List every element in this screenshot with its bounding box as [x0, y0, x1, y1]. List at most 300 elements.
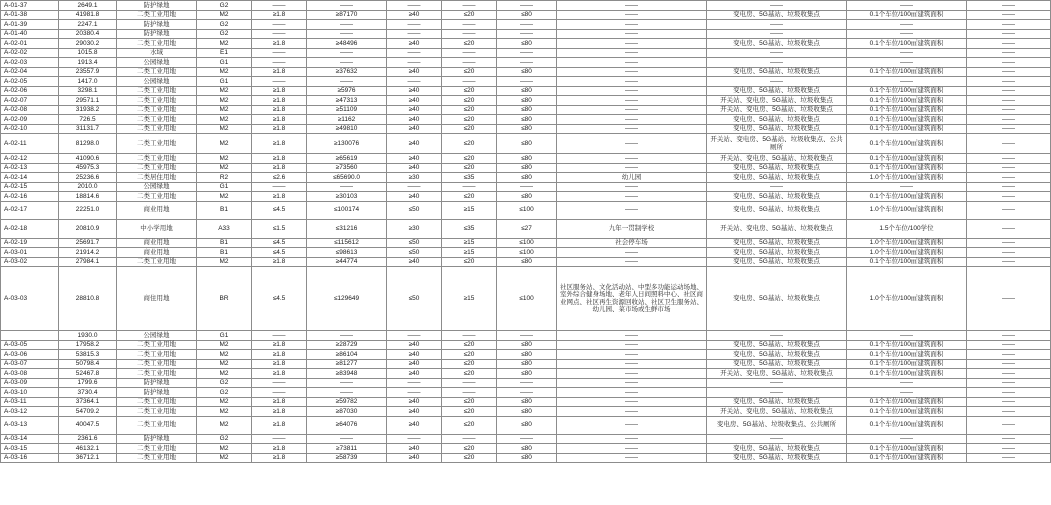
cell-far[interactable]: ——	[252, 77, 307, 87]
cell-building-area[interactable]: ——	[307, 434, 387, 444]
cell-height-limit[interactable]: ——	[497, 388, 557, 398]
cell-use-code[interactable]: BR	[197, 267, 252, 331]
cell-plot-id[interactable]: A-03-09	[1, 378, 59, 388]
cell-other[interactable]: ——	[967, 20, 1051, 30]
cell-building-area[interactable]: ≥47313	[307, 96, 387, 106]
cell-other[interactable]: ——	[967, 359, 1051, 369]
cell-area[interactable]: 31938.2	[59, 105, 117, 115]
cell-land-use[interactable]: 二类工业用地	[117, 96, 197, 106]
table-row[interactable]	[1, 444, 1051, 454]
cell-height-limit[interactable]: ≤80	[497, 163, 557, 173]
cell-height-limit[interactable]: ——	[497, 331, 557, 341]
cell-density[interactable]: ——	[442, 77, 497, 87]
cell-use-code[interactable]: M2	[197, 163, 252, 173]
cell-plot-id[interactable]: A-03-16	[1, 453, 59, 463]
table-row[interactable]	[1, 331, 1051, 341]
cell-height-limit[interactable]: ≤80	[497, 340, 557, 350]
cell-area[interactable]: 20380.4	[59, 29, 117, 39]
cell-parking[interactable]: 0.1个车位/100㎡建筑面积	[847, 350, 967, 360]
cell-green-ratio[interactable]: ≥40	[387, 10, 442, 20]
cell-density[interactable]: ——	[442, 48, 497, 58]
cell-far[interactable]: ≥1.8	[252, 397, 307, 407]
cell-parking[interactable]: 0.1个车位/100㎡建筑面积	[847, 96, 967, 106]
cell-building-area[interactable]: ≥87030	[307, 407, 387, 417]
cell-use-code[interactable]: M2	[197, 416, 252, 434]
cell-height-limit[interactable]: ——	[497, 77, 557, 87]
cell-green-ratio[interactable]: ≥40	[387, 134, 442, 154]
cell-use-code[interactable]: G1	[197, 58, 252, 68]
cell-infrastructure[interactable]: ——	[707, 1, 847, 11]
cell-area[interactable]: 726.5	[59, 115, 117, 125]
cell-parking[interactable]: 0.1个车位/100㎡建筑面积	[847, 105, 967, 115]
cell-plot-id[interactable]: A-02-11	[1, 134, 59, 154]
cell-infrastructure[interactable]: ——	[707, 378, 847, 388]
cell-far[interactable]: ≤2.6	[252, 173, 307, 183]
cell-height-limit[interactable]: ——	[497, 29, 557, 39]
cell-density[interactable]: ——	[442, 434, 497, 444]
cell-building-area[interactable]: ≥30103	[307, 192, 387, 202]
cell-density[interactable]: ≥15	[442, 248, 497, 258]
cell-infrastructure[interactable]: 变电房、5G基站、垃圾收集点	[707, 267, 847, 331]
cell-parking[interactable]: ——	[847, 388, 967, 398]
cell-plot-id[interactable]: A-02-01	[1, 39, 59, 49]
cell-density[interactable]: ≤20	[442, 192, 497, 202]
cell-far[interactable]: ——	[252, 1, 307, 11]
cell-parking[interactable]: 0.1个车位/100㎡建筑面积	[847, 397, 967, 407]
cell-height-limit[interactable]: ≤80	[497, 407, 557, 417]
cell-building-area[interactable]: ≥59782	[307, 397, 387, 407]
cell-infrastructure[interactable]: ——	[707, 48, 847, 58]
table-row[interactable]	[1, 154, 1051, 164]
cell-green-ratio[interactable]: ——	[387, 29, 442, 39]
cell-building-area[interactable]: ≥51109	[307, 105, 387, 115]
cell-density[interactable]: ≤20	[442, 105, 497, 115]
cell-plot-id[interactable]: A-02-18	[1, 219, 59, 238]
table-row[interactable]	[1, 115, 1051, 125]
cell-density[interactable]: ——	[442, 388, 497, 398]
cell-use-code[interactable]: M2	[197, 67, 252, 77]
cell-parking[interactable]: 1.0个车位/100㎡建筑面积	[847, 173, 967, 183]
cell-density[interactable]: ——	[442, 378, 497, 388]
cell-height-limit[interactable]: ——	[497, 182, 557, 192]
cell-public-facility[interactable]: ——	[557, 39, 707, 49]
cell-far[interactable]: ≤4.5	[252, 248, 307, 258]
cell-public-facility[interactable]: ——	[557, 115, 707, 125]
cell-plot-id[interactable]: A-02-17	[1, 201, 59, 219]
cell-plot-id[interactable]: A-02-06	[1, 86, 59, 96]
cell-public-facility[interactable]: 九年一贯制学校	[557, 219, 707, 238]
cell-infrastructure[interactable]: 变电房、5G基站、垃圾收集点	[707, 238, 847, 248]
cell-use-code[interactable]: G2	[197, 378, 252, 388]
cell-green-ratio[interactable]: ≥40	[387, 154, 442, 164]
cell-area[interactable]: 81298.0	[59, 134, 117, 154]
cell-plot-id[interactable]: A-03-13	[1, 416, 59, 434]
cell-other[interactable]: ——	[967, 350, 1051, 360]
cell-area[interactable]: 3730.4	[59, 388, 117, 398]
table-row[interactable]	[1, 10, 1051, 20]
cell-parking[interactable]: ——	[847, 434, 967, 444]
cell-building-area[interactable]: ≥73560	[307, 163, 387, 173]
cell-other[interactable]: ——	[967, 1, 1051, 11]
cell-height-limit[interactable]: ——	[497, 434, 557, 444]
cell-use-code[interactable]: M2	[197, 115, 252, 125]
cell-public-facility[interactable]: ——	[557, 86, 707, 96]
cell-building-area[interactable]: ≤115612	[307, 238, 387, 248]
cell-plot-id[interactable]: A-01-37	[1, 1, 59, 11]
cell-land-use[interactable]: 二类工业用地	[117, 453, 197, 463]
cell-land-use[interactable]: 防护绿地	[117, 20, 197, 30]
cell-far[interactable]: ——	[252, 378, 307, 388]
cell-building-area[interactable]: ≤129649	[307, 267, 387, 331]
cell-green-ratio[interactable]: ——	[387, 378, 442, 388]
cell-density[interactable]: ≥15	[442, 201, 497, 219]
cell-plot-id[interactable]: A-02-09	[1, 115, 59, 125]
cell-parking[interactable]: ——	[847, 20, 967, 30]
cell-land-use[interactable]: 二类工业用地	[117, 39, 197, 49]
cell-far[interactable]: ——	[252, 182, 307, 192]
cell-far[interactable]: ≥1.8	[252, 124, 307, 134]
cell-public-facility[interactable]: ——	[557, 124, 707, 134]
cell-building-area[interactable]: ≥49810	[307, 124, 387, 134]
cell-infrastructure[interactable]: 开关站、变电房、5G基站、垃圾收集点	[707, 105, 847, 115]
cell-use-code[interactable]: M2	[197, 340, 252, 350]
cell-land-use[interactable]: 公园绿地	[117, 77, 197, 87]
cell-far[interactable]: ——	[252, 20, 307, 30]
cell-public-facility[interactable]: ——	[557, 182, 707, 192]
cell-infrastructure[interactable]: ——	[707, 388, 847, 398]
cell-parking[interactable]: 0.1个车位/100㎡建筑面积	[847, 86, 967, 96]
cell-far[interactable]: ≥1.8	[252, 369, 307, 379]
cell-use-code[interactable]: M2	[197, 134, 252, 154]
cell-building-area[interactable]: ≥83948	[307, 369, 387, 379]
cell-other[interactable]: ——	[967, 369, 1051, 379]
cell-far[interactable]: ≥1.8	[252, 10, 307, 20]
cell-land-use[interactable]: 二类工业用地	[117, 397, 197, 407]
cell-far[interactable]: ≥1.8	[252, 39, 307, 49]
cell-use-code[interactable]: M2	[197, 124, 252, 134]
cell-plot-id[interactable]: A-02-02	[1, 48, 59, 58]
cell-green-ratio[interactable]: ≤50	[387, 201, 442, 219]
cell-height-limit[interactable]: ≤100	[497, 201, 557, 219]
cell-far[interactable]: ——	[252, 58, 307, 68]
cell-other[interactable]: ——	[967, 163, 1051, 173]
cell-far[interactable]: ≥1.8	[252, 407, 307, 417]
cell-far[interactable]: ≥1.8	[252, 416, 307, 434]
cell-density[interactable]: ≤20	[442, 369, 497, 379]
cell-green-ratio[interactable]: ≥40	[387, 115, 442, 125]
cell-height-limit[interactable]: ≤80	[497, 359, 557, 369]
cell-parking[interactable]: ——	[847, 182, 967, 192]
cell-infrastructure[interactable]: 开关站、变电房、5G基站、垃圾收集点	[707, 96, 847, 106]
cell-height-limit[interactable]: ——	[497, 20, 557, 30]
cell-far[interactable]: ≥1.8	[252, 340, 307, 350]
cell-height-limit[interactable]: ≤80	[497, 369, 557, 379]
cell-other[interactable]: ——	[967, 201, 1051, 219]
cell-height-limit[interactable]: ≤100	[497, 267, 557, 331]
cell-land-use[interactable]: 公园绿地	[117, 58, 197, 68]
cell-public-facility[interactable]: ——	[557, 58, 707, 68]
cell-other[interactable]: ——	[967, 182, 1051, 192]
cell-area[interactable]: 17958.2	[59, 340, 117, 350]
cell-far[interactable]: ≥1.8	[252, 359, 307, 369]
cell-infrastructure[interactable]: 变电房、5G基站、垃圾收集点	[707, 39, 847, 49]
cell-plot-id[interactable]	[1, 331, 59, 341]
cell-density[interactable]: ——	[442, 58, 497, 68]
table-row[interactable]	[1, 219, 1051, 238]
cell-far[interactable]: ≥1.8	[252, 134, 307, 154]
cell-other[interactable]: ——	[967, 67, 1051, 77]
cell-other[interactable]: ——	[967, 331, 1051, 341]
cell-building-area[interactable]: ——	[307, 20, 387, 30]
cell-land-use[interactable]: 商住用地	[117, 267, 197, 331]
cell-use-code[interactable]: B1	[197, 238, 252, 248]
cell-far[interactable]: ≥1.8	[252, 350, 307, 360]
table-row[interactable]	[1, 369, 1051, 379]
cell-infrastructure[interactable]: 变电房、5G基站、垃圾收集点	[707, 10, 847, 20]
table-row[interactable]	[1, 1, 1051, 11]
cell-plot-id[interactable]: A-01-40	[1, 29, 59, 39]
cell-public-facility[interactable]: ——	[557, 1, 707, 11]
cell-building-area[interactable]: ——	[307, 29, 387, 39]
cell-infrastructure[interactable]: 变电房、5G基站、垃圾收集点	[707, 173, 847, 183]
cell-land-use[interactable]: 二类工业用地	[117, 359, 197, 369]
cell-use-code[interactable]: M2	[197, 154, 252, 164]
cell-density[interactable]: ≤20	[442, 124, 497, 134]
cell-height-limit[interactable]: ≤80	[497, 39, 557, 49]
cell-green-ratio[interactable]: ≥40	[387, 416, 442, 434]
cell-far[interactable]: ≥1.8	[252, 96, 307, 106]
cell-density[interactable]: ——	[442, 29, 497, 39]
cell-height-limit[interactable]: ≤80	[497, 444, 557, 454]
cell-parking[interactable]: ——	[847, 77, 967, 87]
cell-use-code[interactable]: E1	[197, 48, 252, 58]
cell-height-limit[interactable]: ≤80	[497, 173, 557, 183]
cell-far[interactable]: ≥1.8	[252, 86, 307, 96]
cell-other[interactable]: ——	[967, 434, 1051, 444]
cell-other[interactable]: ——	[967, 257, 1051, 267]
cell-land-use[interactable]: 防护绿地	[117, 388, 197, 398]
cell-use-code[interactable]: M2	[197, 10, 252, 20]
cell-green-ratio[interactable]: ≥40	[387, 369, 442, 379]
cell-plot-id[interactable]: A-03-12	[1, 407, 59, 417]
cell-green-ratio[interactable]: ≥40	[387, 350, 442, 360]
cell-infrastructure[interactable]: 变电房、5G基站、垃圾收集点	[707, 453, 847, 463]
table-row[interactable]	[1, 124, 1051, 134]
cell-other[interactable]: ——	[967, 219, 1051, 238]
cell-land-use[interactable]: 防护绿地	[117, 434, 197, 444]
cell-height-limit[interactable]: ≤80	[497, 453, 557, 463]
cell-other[interactable]: ——	[967, 192, 1051, 202]
cell-building-area[interactable]: ≥28729	[307, 340, 387, 350]
cell-parking[interactable]: 0.1个车位/100㎡建筑面积	[847, 163, 967, 173]
cell-public-facility[interactable]: ——	[557, 257, 707, 267]
cell-plot-id[interactable]: A-02-19	[1, 238, 59, 248]
cell-infrastructure[interactable]: ——	[707, 58, 847, 68]
cell-green-ratio[interactable]: ≥40	[387, 86, 442, 96]
cell-infrastructure[interactable]: 变电房、5G基站、垃圾收集点	[707, 163, 847, 173]
cell-area[interactable]: 21914.2	[59, 248, 117, 258]
cell-parking[interactable]: ——	[847, 1, 967, 11]
cell-public-facility[interactable]: ——	[557, 369, 707, 379]
cell-area[interactable]: 29571.1	[59, 96, 117, 106]
cell-plot-id[interactable]: A-02-05	[1, 77, 59, 87]
cell-density[interactable]: ≤20	[442, 453, 497, 463]
cell-land-use[interactable]: 二类工业用地	[117, 67, 197, 77]
table-row[interactable]	[1, 134, 1051, 154]
cell-land-use[interactable]: 二类工业用地	[117, 10, 197, 20]
cell-public-facility[interactable]: 社区服务站、文化活动站、中型多功能运动场地、室外综合健身场地、老年人日间照料中心、社区商业网点、社区再生资源回收站、社区卫生服务站、幼儿园、菜市场或生鲜市场	[557, 267, 707, 331]
cell-land-use[interactable]: 公园绿地	[117, 182, 197, 192]
cell-land-use[interactable]: 中小学用地	[117, 219, 197, 238]
cell-infrastructure[interactable]: 变电房、5G基站、垃圾收集点	[707, 350, 847, 360]
cell-other[interactable]: ——	[967, 124, 1051, 134]
cell-land-use[interactable]: 商业用地	[117, 238, 197, 248]
cell-building-area[interactable]: ——	[307, 331, 387, 341]
cell-density[interactable]: ≤20	[442, 86, 497, 96]
cell-green-ratio[interactable]: ≥40	[387, 124, 442, 134]
cell-plot-id[interactable]: A-03-02	[1, 257, 59, 267]
cell-other[interactable]: ——	[967, 48, 1051, 58]
cell-height-limit[interactable]: ≤80	[497, 96, 557, 106]
cell-parking[interactable]: 0.1个车位/100㎡建筑面积	[847, 192, 967, 202]
cell-green-ratio[interactable]: ≥40	[387, 39, 442, 49]
cell-use-code[interactable]: G1	[197, 182, 252, 192]
table-row[interactable]	[1, 378, 1051, 388]
cell-other[interactable]: ——	[967, 134, 1051, 154]
cell-parking[interactable]: 0.1个车位/100㎡建筑面积	[847, 154, 967, 164]
cell-green-ratio[interactable]: ≥30	[387, 219, 442, 238]
cell-green-ratio[interactable]: ——	[387, 20, 442, 30]
table-row[interactable]	[1, 182, 1051, 192]
cell-height-limit[interactable]: ≤80	[497, 105, 557, 115]
table-row[interactable]	[1, 96, 1051, 106]
cell-far[interactable]: ≤4.5	[252, 238, 307, 248]
cell-land-use[interactable]: 商业用地	[117, 201, 197, 219]
cell-density[interactable]: ≤20	[442, 444, 497, 454]
table-row[interactable]	[1, 453, 1051, 463]
cell-far[interactable]: ——	[252, 29, 307, 39]
cell-public-facility[interactable]: ——	[557, 163, 707, 173]
cell-public-facility[interactable]: ——	[557, 378, 707, 388]
cell-building-area[interactable]: ——	[307, 182, 387, 192]
cell-parking[interactable]: 1.0个车位/100㎡建筑面积	[847, 238, 967, 248]
cell-other[interactable]: ——	[967, 397, 1051, 407]
cell-public-facility[interactable]: ——	[557, 48, 707, 58]
cell-plot-id[interactable]: A-03-11	[1, 397, 59, 407]
table-row[interactable]	[1, 86, 1051, 96]
cell-infrastructure[interactable]: 开关站、变电房、5G基站、垃圾收集点	[707, 407, 847, 417]
cell-other[interactable]: ——	[967, 416, 1051, 434]
cell-plot-id[interactable]: A-02-07	[1, 96, 59, 106]
cell-density[interactable]: ≤20	[442, 115, 497, 125]
cell-area[interactable]: 1417.0	[59, 77, 117, 87]
cell-area[interactable]: 3298.1	[59, 86, 117, 96]
cell-infrastructure[interactable]: 变电房、5G基站、垃圾收集点	[707, 67, 847, 77]
cell-land-use[interactable]: 二类工业用地	[117, 154, 197, 164]
cell-height-limit[interactable]: ——	[497, 58, 557, 68]
cell-area[interactable]: 40047.5	[59, 416, 117, 434]
cell-area[interactable]: 25691.7	[59, 238, 117, 248]
cell-height-limit[interactable]: ≤80	[497, 86, 557, 96]
cell-density[interactable]: ≤20	[442, 350, 497, 360]
cell-infrastructure[interactable]: 变电房、5G基站、垃圾收集点	[707, 124, 847, 134]
cell-public-facility[interactable]: ——	[557, 444, 707, 454]
cell-infrastructure[interactable]: 变电房、5G基站、垃圾收集点	[707, 201, 847, 219]
cell-use-code[interactable]: M2	[197, 407, 252, 417]
cell-density[interactable]: ——	[442, 20, 497, 30]
cell-area[interactable]: 41981.8	[59, 10, 117, 20]
cell-other[interactable]: ——	[967, 444, 1051, 454]
cell-other[interactable]: ——	[967, 248, 1051, 258]
cell-area[interactable]: 53815.3	[59, 350, 117, 360]
cell-green-ratio[interactable]: ≥40	[387, 444, 442, 454]
cell-plot-id[interactable]: A-02-10	[1, 124, 59, 134]
cell-density[interactable]: ≤20	[442, 359, 497, 369]
cell-far[interactable]: ——	[252, 388, 307, 398]
cell-far[interactable]: ≥1.8	[252, 105, 307, 115]
cell-other[interactable]: ——	[967, 154, 1051, 164]
cell-public-facility[interactable]: ——	[557, 416, 707, 434]
cell-parking[interactable]: 1.5个车位/100学位	[847, 219, 967, 238]
cell-area[interactable]: 1799.6	[59, 378, 117, 388]
cell-land-use[interactable]: 二类工业用地	[117, 350, 197, 360]
cell-use-code[interactable]: A33	[197, 219, 252, 238]
cell-use-code[interactable]: B1	[197, 201, 252, 219]
cell-green-ratio[interactable]: ≥40	[387, 163, 442, 173]
cell-area[interactable]: 27984.1	[59, 257, 117, 267]
cell-green-ratio[interactable]: ≥40	[387, 407, 442, 417]
cell-use-code[interactable]: M2	[197, 369, 252, 379]
cell-area[interactable]: 1930.0	[59, 331, 117, 341]
table-row[interactable]	[1, 201, 1051, 219]
cell-density[interactable]: ≤20	[442, 67, 497, 77]
cell-other[interactable]: ——	[967, 453, 1051, 463]
cell-land-use[interactable]: 二类工业用地	[117, 416, 197, 434]
cell-public-facility[interactable]: ——	[557, 340, 707, 350]
cell-land-use[interactable]: 二类工业用地	[117, 340, 197, 350]
cell-density[interactable]: ≤35	[442, 173, 497, 183]
cell-density[interactable]: ≤20	[442, 96, 497, 106]
cell-area[interactable]: 22251.0	[59, 201, 117, 219]
cell-building-area[interactable]: ≥65619	[307, 154, 387, 164]
cell-plot-id[interactable]: A-01-38	[1, 10, 59, 20]
cell-building-area[interactable]: ≥58739	[307, 453, 387, 463]
cell-far[interactable]: ——	[252, 434, 307, 444]
cell-area[interactable]: 36712.1	[59, 453, 117, 463]
cell-infrastructure[interactable]: 变电房、5G基站、垃圾收集点	[707, 248, 847, 258]
cell-area[interactable]: 45975.3	[59, 163, 117, 173]
cell-far[interactable]: ——	[252, 331, 307, 341]
cell-parking[interactable]: 0.1个车位/100㎡建筑面积	[847, 369, 967, 379]
cell-area[interactable]: 2247.1	[59, 20, 117, 30]
cell-green-ratio[interactable]: ≥40	[387, 67, 442, 77]
table-row[interactable]	[1, 388, 1051, 398]
table-row[interactable]	[1, 397, 1051, 407]
cell-building-area[interactable]: ≤100174	[307, 201, 387, 219]
table-row[interactable]	[1, 359, 1051, 369]
cell-use-code[interactable]: M2	[197, 96, 252, 106]
cell-area[interactable]: 2010.0	[59, 182, 117, 192]
cell-plot-id[interactable]: A-03-01	[1, 248, 59, 258]
cell-parking[interactable]: 0.1个车位/100㎡建筑面积	[847, 453, 967, 463]
cell-plot-id[interactable]: A-03-10	[1, 388, 59, 398]
cell-green-ratio[interactable]: ——	[387, 388, 442, 398]
cell-public-facility[interactable]: ——	[557, 67, 707, 77]
cell-land-use[interactable]: 防护绿地	[117, 378, 197, 388]
cell-public-facility[interactable]: 幼儿园	[557, 173, 707, 183]
cell-plot-id[interactable]: A-02-14	[1, 173, 59, 183]
cell-density[interactable]: ≤20	[442, 154, 497, 164]
